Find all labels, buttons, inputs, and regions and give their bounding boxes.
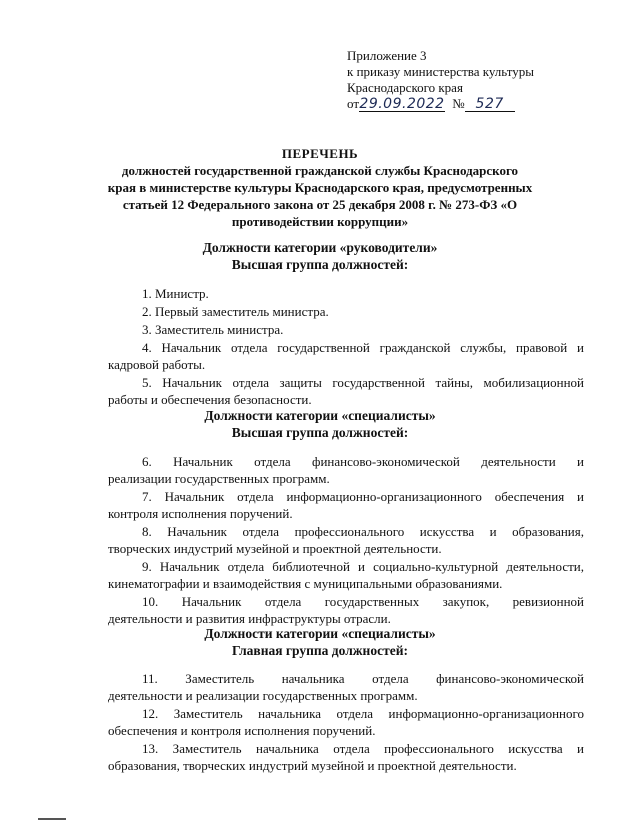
item-text: 3. Заместитель министра. — [142, 322, 284, 337]
appendix-date-line — [347, 96, 617, 112]
section-3-category: Должности категории «специалисты» — [204, 626, 436, 641]
list-item — [108, 558, 584, 592]
section-2-list — [108, 453, 584, 628]
list-item — [108, 374, 584, 408]
item-text-continued: деятельности и реализации государственных программ. — [108, 688, 418, 703]
item-text-continued: контроля исполнения поручений. — [108, 506, 293, 521]
item-text: 12. Заместитель начальника отдела информационно-организационного — [142, 706, 584, 721]
section-3-heading — [100, 625, 540, 659]
list-item — [108, 303, 584, 320]
list-item — [108, 523, 584, 557]
item-text-continued: кадровой работы. — [108, 357, 206, 372]
item-text: 9. Начальник отдела библиотечной и социально-культурной деятельности, — [142, 559, 584, 574]
section-2-group: Высшая группа должностей: — [231, 425, 409, 440]
section-1-list — [108, 285, 584, 409]
list-item — [108, 740, 584, 774]
date-prefix: от — [347, 96, 360, 111]
item-text-continued: деятельности и развития инфраструктуры отрасли. — [108, 611, 391, 626]
item-text: 6. Начальник отдела финансово-экономической деятельности и — [142, 454, 584, 469]
order-date: 29.09.2022 — [359, 96, 445, 112]
item-text-continued: образования, творческих индустрий музейной и проектной деятельности. — [108, 758, 517, 773]
list-item — [108, 339, 584, 373]
title-line-3: статьей 12 Федерального закона от 25 декабря 2008 г. № 273-ФЗ «О — [122, 197, 518, 212]
item-text: 7. Начальник отдела информационно-организационного обеспечения и — [142, 489, 584, 504]
section-1-heading — [100, 239, 540, 273]
list-item — [108, 670, 584, 704]
appendix-line-1: Приложение 3 — [347, 48, 427, 63]
title-heading: ПЕРЕЧЕНЬ — [281, 146, 359, 161]
item-text-continued: творческих индустрий музейной и проектной деятельности. — [108, 541, 442, 556]
item-text: 10. Начальник отдела государственных закупок, ревизионной — [142, 594, 584, 609]
document-title — [100, 145, 540, 230]
list-item — [108, 321, 584, 338]
page-edge-mark — [38, 818, 66, 820]
number-prefix: № — [452, 96, 465, 111]
item-text-continued: реализации государственных программ. — [108, 471, 330, 486]
item-text: 11. Заместитель начальника отдела финансово-экономической — [142, 671, 584, 686]
section-1-category: Должности категории «руководители» — [202, 240, 438, 255]
appendix-line-3: Краснодарского края — [347, 80, 463, 95]
title-line-4: противодействии коррупции» — [231, 214, 409, 229]
section-2-heading — [100, 407, 540, 441]
item-text: 2. Первый заместитель министра. — [142, 304, 329, 319]
section-3-list — [108, 670, 584, 775]
item-text: 13. Заместитель начальника отдела профессионального искусства и — [142, 741, 584, 756]
section-2-category: Должности категории «специалисты» — [204, 408, 436, 423]
item-text-continued: работы и обеспечения безопасности. — [108, 392, 312, 407]
title-line-2: края в министерстве культуры Краснодарского края, предусмотренных — [107, 180, 533, 195]
item-text-continued: обеспечения и контроля исполнения поручений. — [108, 723, 376, 738]
appendix-line-2: к приказу министерства культуры — [347, 64, 534, 79]
item-text: 8. Начальник отдела профессионального искусства и образования, — [142, 524, 584, 539]
item-text-continued: кинематографии и взаимодействия с муниципальными образованиями. — [108, 576, 503, 591]
item-text: 4. Начальник отдела государственной гражданской службы, правовой и — [142, 340, 584, 355]
list-item — [108, 285, 584, 302]
item-text: 5. Начальник отдела защиты государственной тайны, мобилизационной — [142, 375, 584, 390]
item-text: 1. Министр. — [142, 286, 209, 301]
list-item — [108, 705, 584, 739]
section-1-group: Высшая группа должностей: — [231, 257, 409, 272]
list-item — [108, 488, 584, 522]
list-item — [108, 453, 584, 487]
order-number: 527 — [465, 97, 515, 112]
title-line-1: должностей государственной гражданской службы Краснодарского — [121, 163, 519, 178]
list-item — [108, 593, 584, 627]
section-3-group: Главная группа должностей: — [232, 643, 408, 658]
appendix-block — [347, 48, 617, 112]
